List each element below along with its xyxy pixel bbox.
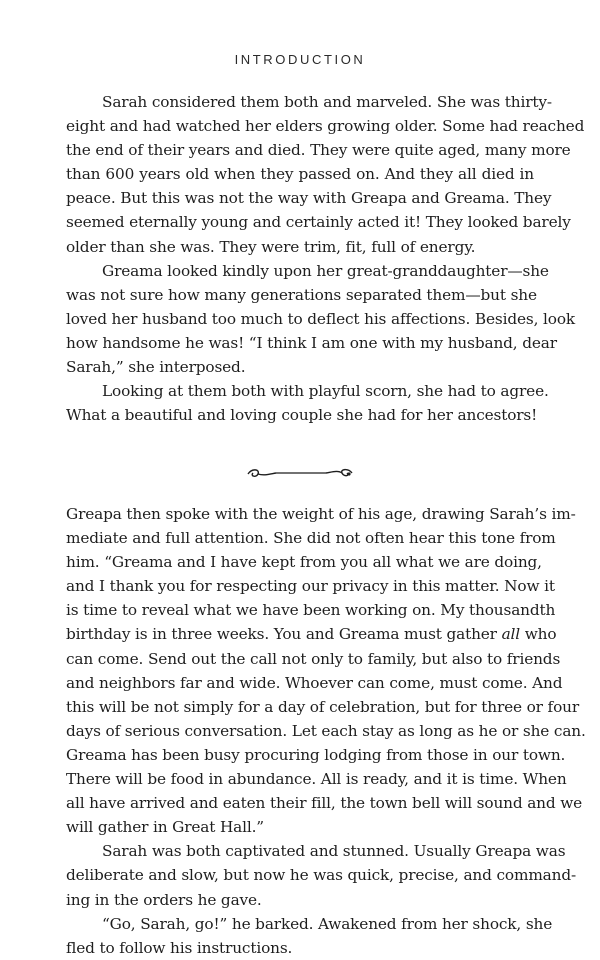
paragraph <box>66 502 586 839</box>
text-line: Greama has been busy procuring lodging from those in our town. <box>66 745 566 764</box>
text-line: days of serious conversation. Let each stay as long as he or she can. <box>66 721 586 740</box>
text-line: Sarah considered them both and marveled. She was thirty- <box>102 93 552 111</box>
section-break-ornament <box>244 464 356 482</box>
section-2 <box>66 502 586 960</box>
text-line: “Go, Sarah, go!” he barked. Awakened from her shock, she <box>102 914 553 933</box>
text-line: eight and had watched her elders growing older. Some had reached <box>66 117 585 136</box>
text-line: loved her husband too much to deflect his affections. Besides, look <box>66 309 575 328</box>
text-line: all have arrived and eaten their fill, the town bell will sound and we <box>66 794 583 813</box>
text-line: Looking at them both with playful scorn, she had to agree. <box>102 382 549 401</box>
text-line: how handsome he was! “I think I am one with my husband, dear <box>66 333 557 352</box>
paragraph <box>66 379 549 427</box>
text-segment: birthday is in three weeks. You and Greama must gather <box>66 625 502 644</box>
text-line: Greapa then spoke with the weight of his age, drawing Sarah’s im- <box>66 505 576 523</box>
text-line: peace. But this was not the way with Greapa and Greama. They <box>66 189 552 208</box>
running-head: INTRODUCTION <box>234 52 366 67</box>
paragraph <box>66 259 575 379</box>
text-line: was not sure how many generations separated them—but she <box>66 285 537 304</box>
paragraph <box>66 90 585 259</box>
text-line: is time to reveal what we have been working on. My thousandth <box>66 601 556 620</box>
text-line: this will be not simply for a day of celebration, but for three or four <box>66 697 579 716</box>
paragraph <box>66 839 577 911</box>
section-1 <box>66 90 585 427</box>
text-line: deliberate and slow, but now he was quick, precise, and command- <box>66 866 577 885</box>
text-line: Sarah,” she interposed. <box>66 358 246 377</box>
text-line: older than she was. They were trim, fit, full of energy. <box>66 237 476 256</box>
text-line: and neighbors far and wide. Whoever can come, must come. And <box>66 673 563 692</box>
text-line: the end of their years and died. They were quite aged, many more <box>66 141 571 160</box>
text-line: mediate and full attention. She did not often hear this tone from <box>66 529 556 548</box>
text-line: Sarah was both captivated and stunned. Usually Greapa was <box>102 842 566 861</box>
paragraph <box>66 912 553 960</box>
text-line: What a beautiful and loving couple she had for her ancestors! <box>66 406 538 425</box>
text-line: ing in the orders he gave. <box>66 890 262 909</box>
text-line: fled to follow his instructions. <box>66 938 293 957</box>
text-line <box>66 622 557 646</box>
text-line: and I thank you for respecting our privacy in this matter. Now it <box>66 577 555 596</box>
text-line: than 600 years old when they passed on. And they all died in <box>66 165 534 184</box>
text-line: There will be food in abundance. All is ready, and it is time. When <box>66 770 567 789</box>
text-segment: who <box>520 625 557 644</box>
emphasis-text: all <box>501 625 521 644</box>
text-line: Greama looked kindly upon her great-granddaughter—she <box>102 261 549 280</box>
text-line: will gather in Great Hall.” <box>66 818 264 837</box>
text-line: seemed eternally young and certainly acted it! They looked barely <box>66 213 571 232</box>
text-line: can come. Send out the call not only to family, but also to friends <box>66 649 561 668</box>
text-line: him. “Greama and I have kept from you all what we are doing, <box>66 553 542 572</box>
